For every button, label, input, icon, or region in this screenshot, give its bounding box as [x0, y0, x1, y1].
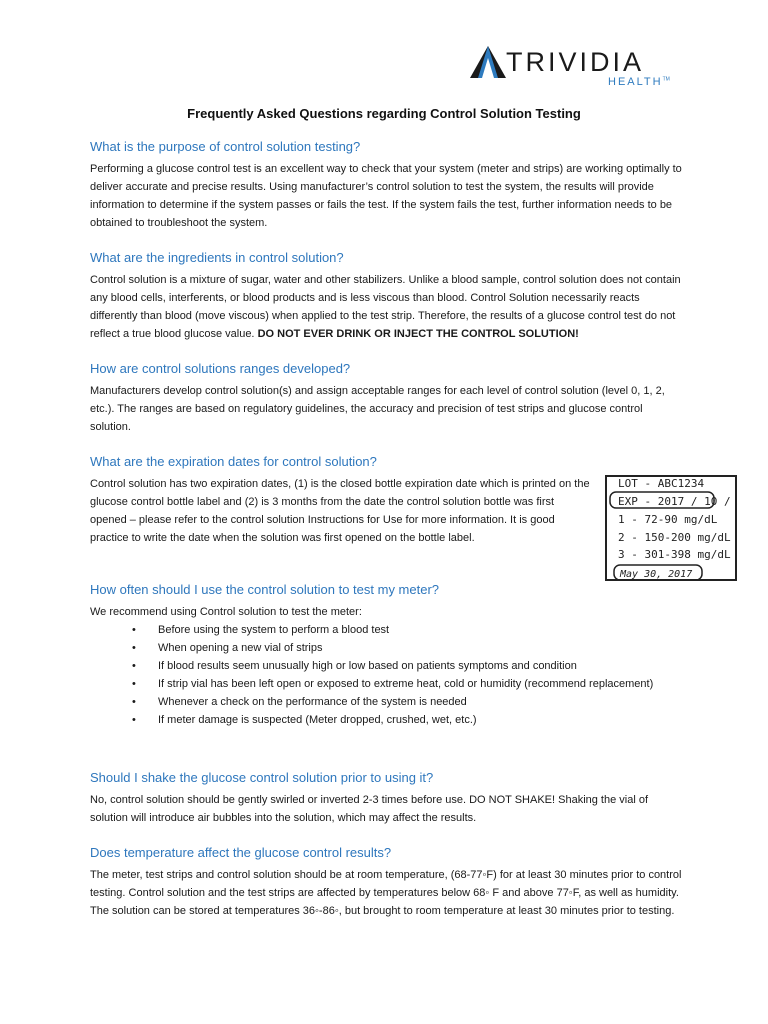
faq-section-ingredients	[90, 250, 682, 343]
list-item: • Whenever a check on the performance of the system is needed	[90, 693, 682, 711]
control-solution-label-image	[604, 474, 738, 582]
label-range-1: 1 - 72-90 mg/dL	[618, 513, 718, 526]
logo-triangle-icon	[470, 46, 506, 80]
faq-section-expiration	[90, 454, 590, 547]
list-item: • Before using the system to perform a blood test	[90, 621, 682, 639]
faq-section-ranges	[90, 361, 682, 436]
list-item: • If strip vial has been left open or exposed to extreme heat, cold or humidity (recommend replacement)	[90, 675, 682, 693]
faq-section-shake	[90, 770, 682, 827]
faq-question: What are the expiration dates for control solution?	[90, 454, 377, 469]
faq-section-frequency	[90, 582, 682, 729]
page-title: Frequently Asked Questions regarding Control Solution Testing	[187, 106, 581, 121]
faq-answer: Performing a glucose control test is an excellent way to check that your system (meter and strips) are working optimally to deliver accurate and precise results. Using manufacturer’s control solution to test the system, the results will provide information to determine if the system passes or fails the test. If the system fails the test, further information needs to be obtained to troubleshoot the system.	[90, 163, 682, 229]
faq-answer: Manufacturers develop control solution(s) and assign acceptable ranges for each level of control solution (level 0, 1, 2, etc.). The ranges are based on regulatory guidelines, the accuracy and precision of test strips and glucose control solution.	[90, 385, 665, 433]
trividia-logo	[470, 44, 676, 90]
faq-question: Does temperature affect the glucose control results?	[90, 845, 392, 860]
faq-answer: The meter, test strips and control solution should be at room temperature, (68-77◦F) for at least 30 minutes prior to control testing. Control solution and the test strips are affected by temperatures below 68◦ F and above 77◦F, as well as humidity. The solution can be stored at temperatures 36◦-86◦, but brought to room temperature at least 30 minutes prior to testing.	[90, 869, 682, 917]
bullet-list	[90, 621, 682, 729]
warning-text: DO NOT EVER DRINK OR INJECT THE CONTROL SOLUTION!	[257, 328, 579, 340]
faq-question: Should I shake the glucose control solution prior to using it?	[90, 770, 434, 785]
label-expiration: EXP - 2017 / 10 / 31	[618, 495, 738, 508]
faq-question: How are control solutions ranges developed?	[90, 361, 351, 376]
faq-answer: Control solution has two expiration dates, (1) is the closed bottle expiration date which is printed on the glucose control bottle label and (2) is 3 months from the date the control solution bottle was first opened – please refer to the control solution Instructions for Use for more information. It is good practice to write the date when the solution was first opened on the bottle label.	[90, 478, 590, 544]
faq-question: What are the ingredients in control solution?	[90, 250, 344, 265]
logo-subtitle: HEALTH™	[608, 76, 670, 88]
list-item: • If meter damage is suspected (Meter dropped, crushed, wet, etc.)	[90, 711, 682, 729]
label-lot: LOT - ABC1234	[618, 477, 705, 490]
faq-section-purpose	[90, 139, 682, 232]
logo-wordmark: TRIVIDIA	[506, 47, 645, 77]
faq-answer: No, control solution should be gently swirled or inverted 2-3 times before use. DO NOT SHAKE! Shaking the vial of solution will introduce air bubbles into the solution, which may affect the results.	[90, 794, 649, 824]
faq-section-temperature	[90, 845, 682, 920]
list-item: • When opening a new vial of strips	[90, 639, 682, 657]
list-item: • If blood results seem unusually high or low based on patients symptoms and condition	[90, 657, 682, 675]
faq-answer: We recommend using Control solution to test the meter:	[90, 606, 362, 618]
faq-question: How often should I use the control solution to test my meter?	[90, 582, 440, 597]
label-opened-date: May 30, 2017	[620, 569, 693, 580]
faq-question: What is the purpose of control solution testing?	[90, 139, 361, 154]
label-range-2: 2 - 150-200 mg/dL	[618, 531, 731, 544]
faq-answer: Control solution is a mixture of sugar, water and other stabilizers. Unlike a blood sample, control solution does not contain any blood cells, interferents, or blood products and is less viscous than blood. Control Solution necessarily reacts differently than blood (move viscous) when applied to the test strip. Therefore, the results of a glucose control test do not reflect a true blood glucose value. DO NOT EVER DRINK OR INJECT THE CONTROL SOLUTION!	[90, 274, 681, 340]
label-range-3: 3 - 301-398 mg/dL	[618, 548, 731, 561]
